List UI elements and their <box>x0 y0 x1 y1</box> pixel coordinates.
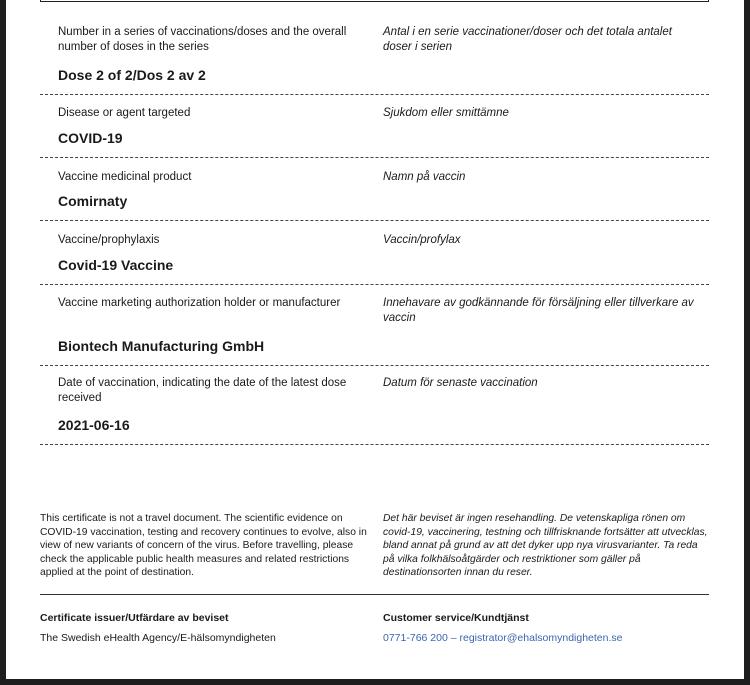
certificate-page <box>6 0 744 679</box>
customer-service-phone[interactable]: 0771-766 200 <box>383 632 448 644</box>
vaccination-date-label-en: Date of vaccination, indicating the date of the latest dose received <box>58 377 347 404</box>
disease-value: COVID-19 <box>58 130 123 146</box>
prophylaxis-value: Covid-19 Vaccine <box>58 257 174 273</box>
manufacturer-label-en: Vaccine marketing authorization holder or manufacturer <box>58 297 341 309</box>
field-divider <box>40 365 709 366</box>
field-divider <box>40 94 709 95</box>
customer-service-contact[interactable] <box>383 632 623 644</box>
manufacturer-value: Biontech Manufacturing GmbH <box>58 338 265 354</box>
field-divider <box>40 157 709 158</box>
vaccination-date-value: 2021-06-16 <box>58 417 130 433</box>
field-divider <box>40 220 709 221</box>
field-divider <box>40 284 709 285</box>
contact-separator: – <box>447 632 460 644</box>
manufacturer-label-sv: Innehavare av godkännande för försäljning eller tillverkare av vaccin <box>383 297 694 324</box>
prophylaxis-label-en: Vaccine/prophylaxis <box>58 234 160 246</box>
dose-number-value: Dose 2 of 2/Dos 2 av 2 <box>58 67 206 83</box>
vaccination-date-label-sv: Datum för senaste vaccination <box>383 377 538 389</box>
field-divider <box>40 444 709 445</box>
issuer-title: Certificate issuer/Utfärdare av beviset <box>40 612 229 624</box>
product-label-en: Vaccine medicinal product <box>58 171 192 183</box>
customer-service-title: Customer service/Kundtjänst <box>383 612 529 624</box>
issuer-name: The Swedish eHealth Agency/E-hälsomyndigheten <box>40 632 276 644</box>
product-label-sv: Namn på vaccin <box>383 171 466 183</box>
customer-service-email[interactable]: registrator@ehalsomyndigheten.se <box>459 632 623 644</box>
footer-divider <box>40 594 709 595</box>
dose-number-label-sv: Antal i en serie vaccinationer/doser och det totala antalet doser i serien <box>383 26 672 53</box>
top-frame <box>40 0 709 2</box>
prophylaxis-label-sv: Vaccin/profylax <box>383 234 461 246</box>
disease-label-en: Disease or agent targeted <box>58 107 191 119</box>
travel-notice-en: This certificate is not a travel document. The scientific evidence on COVID-19 vaccination, testing and recovery continues to evolve, also in view of new variants of concern of the virus. Before travelling, please check the applicable public health measures and related restrictions applied at the point of destination. <box>40 513 367 579</box>
travel-notice-sv: Det här beviset är ingen resehandling. De vetenskapliga rönen om covid-19, vaccinering, testning och tillfrisknande fortsätter att utvecklas, bland annat på grund av att det dyker upp nya virusvarianter. Ta reda på vilka folkhälsoåtgärder och restriktioner som gäller på destinationsorten innan du reser. <box>383 513 708 579</box>
disease-label-sv: Sjukdom eller smittämne <box>383 107 509 119</box>
dose-number-label-en: Number in a series of vaccinations/doses and the overall number of doses in the series <box>58 26 347 53</box>
product-value: Comirnaty <box>58 193 128 209</box>
